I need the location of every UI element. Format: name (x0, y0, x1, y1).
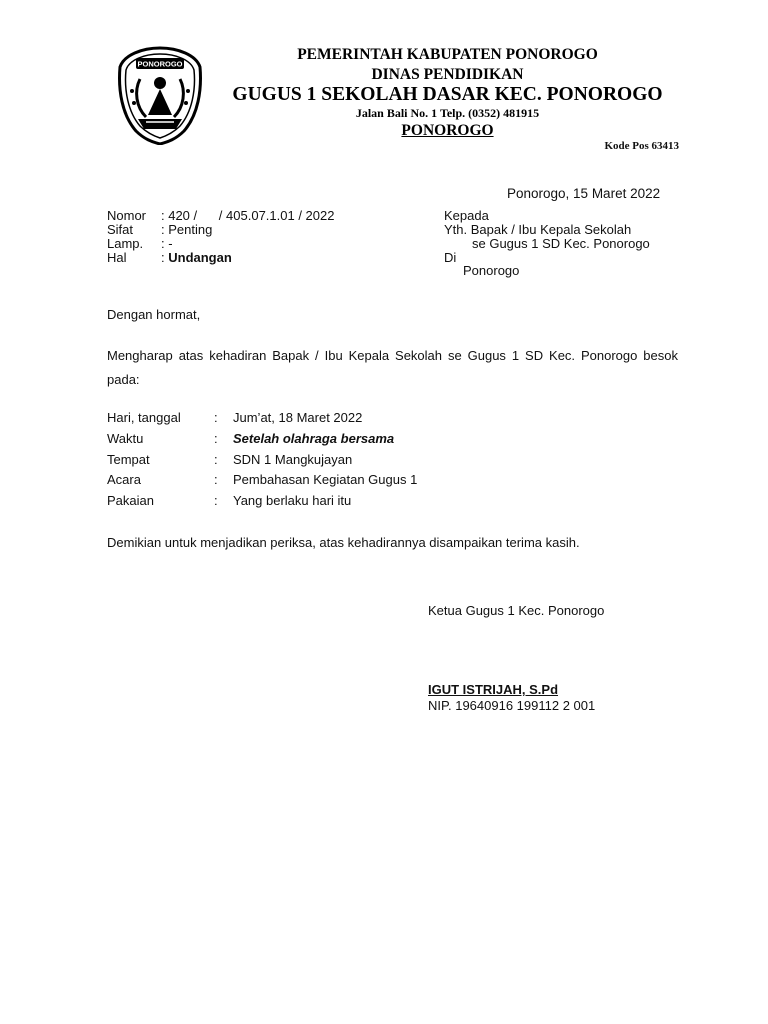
kop-department-line: DINAS PENDIDIKAN (371, 66, 524, 83)
intro-paragraph: Mengharap atas kehadiran Bapak / Ibu Kepala Sekolah se Gugus 1 SD Kec. Ponorogo besok pada: (107, 348, 678, 387)
detail-value-date: Jum’at, 18 Maret 2022 (233, 410, 363, 425)
recipient-city: Ponorogo (463, 263, 520, 278)
kop-government-line: PEMERINTAH KABUPATEN PONOROGO (297, 46, 598, 63)
meta-sifat-label: Sifat (107, 222, 134, 237)
meta-nomor-label: Nomor (107, 208, 147, 223)
recipient-title: Yth. Bapak / Ibu Kepala Sekolah (444, 222, 632, 237)
kop-postal-code: Kode Pos 63413 (604, 140, 679, 152)
letter-date: Ponorogo, 15 Maret 2022 (507, 186, 661, 201)
ponorogo-regency-emblem (116, 45, 204, 145)
kop-institution-line: GUGUS 1 SEKOLAH DASAR KEC. PONOROGO (232, 84, 663, 105)
detail-value-attire: Yang berlaku hari itu (233, 493, 352, 508)
detail-colon: : (214, 452, 218, 467)
meta-hal-subject: Undangan (168, 250, 232, 265)
meta-hal-value (161, 250, 232, 265)
detail-value-time: Setelah olahraga bersama (233, 431, 395, 446)
svg-text:PONOROGO: PONOROGO (137, 59, 183, 69)
meta-hal-label: Hal (107, 250, 127, 265)
recipient-di: Di (444, 250, 457, 265)
signatory-nip: NIP. 19640916 199112 2 001 (428, 698, 596, 713)
signatory-name: IGUT ISTRIJAH, S.Pd (428, 682, 559, 697)
meta-lamp-label: Lamp. (107, 236, 144, 251)
detail-label-agenda: Acara (107, 472, 141, 487)
detail-colon: : (214, 410, 218, 425)
detail-label-time: Waktu (107, 431, 144, 446)
detail-label-place: Tempat (107, 452, 150, 467)
meta-lamp-value: : - (161, 236, 173, 251)
signature-title: Ketua Gugus 1 Kec. Ponorogo (428, 603, 605, 618)
detail-colon: : (214, 431, 218, 446)
detail-value-agenda: Pembahasan Kegiatan Gugus 1 (233, 472, 418, 487)
greeting: Dengan hormat, (107, 307, 201, 322)
detail-label-date: Hari, tanggal (107, 410, 181, 425)
detail-colon: : (214, 493, 218, 508)
meta-hal-colon: : (161, 250, 169, 265)
kop-address-line: Jalan Bali No. 1 Telp. (0352) 481915 (355, 106, 540, 120)
detail-colon: : (214, 472, 218, 487)
detail-value-place: SDN 1 Mangkujayan (233, 452, 353, 467)
kop-city-line: PONOROGO (401, 122, 494, 139)
meta-nomor-value: : 420 / / 405.07.1.01 / 2022 (161, 208, 335, 223)
meta-sifat-value: : Penting (161, 222, 213, 237)
closing-paragraph: Demikian untuk menjadikan periksa, atas kehadirannya disampaikan terima kasih. (107, 535, 580, 550)
recipient-kepada: Kepada (444, 208, 489, 223)
detail-label-attire: Pakaian (107, 493, 154, 508)
recipient-group: se Gugus 1 SD Kec. Ponorogo (472, 236, 650, 251)
